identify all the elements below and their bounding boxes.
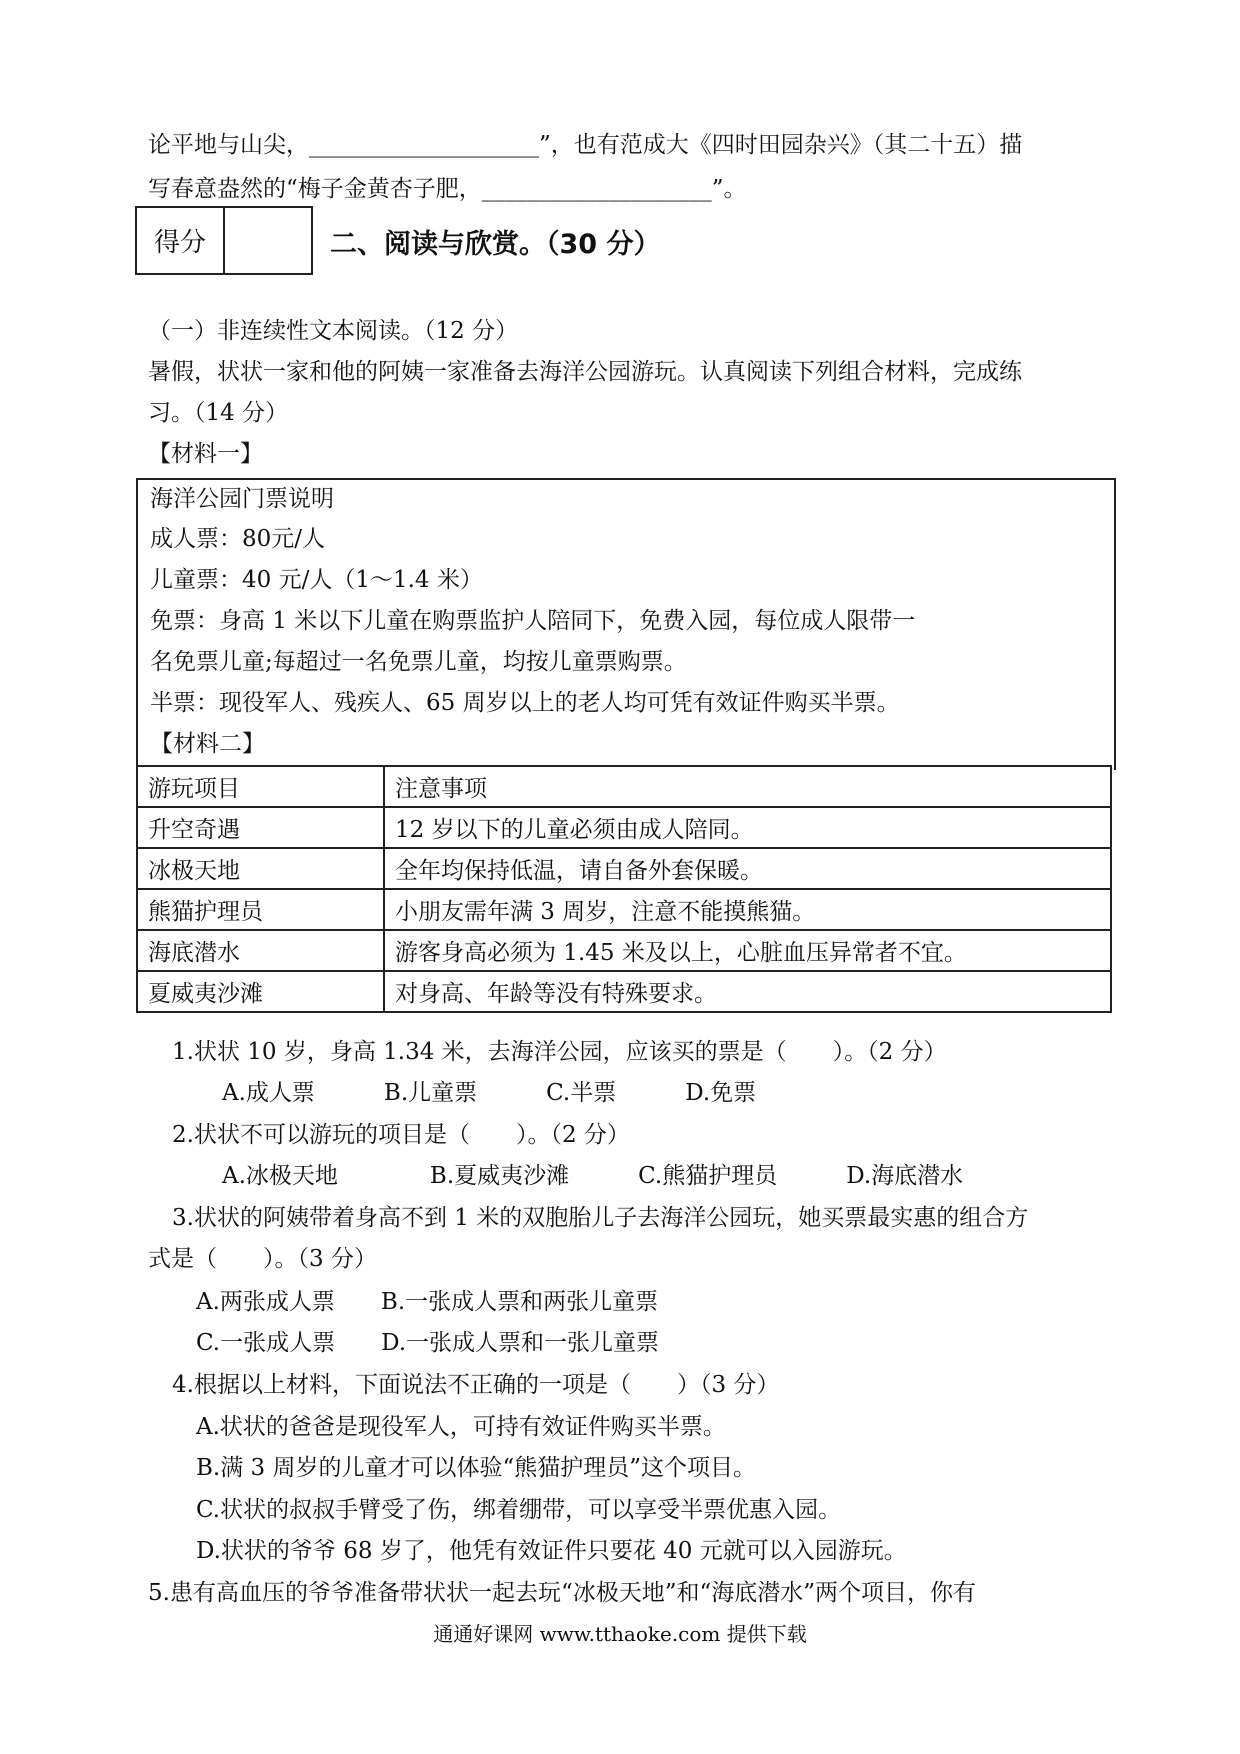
material1-box <box>136 478 1116 770</box>
question-5: 5.患有高血压的爷爷准备带状状一起去玩“冰极天地”和“海底潜水”两个项目，你有 <box>148 1580 976 1606</box>
text-line: 论平地与山尖，____________________”，也有范成大《四时田园杂兴》（其二十五）描 <box>148 132 1023 158</box>
material1-line: 半票：现役军人、残疾人、65 周岁以上的老人均可凭有效证件购买半票。 <box>150 690 900 716</box>
text-line: 写春意盎然的“梅子金黄杏子肥，____________________”。 <box>148 176 747 202</box>
attractions-table <box>136 765 1112 1013</box>
text-line: 习。（14 分） <box>148 400 289 426</box>
question-3-option: A.两张成人票 B.一张成人票和两张儿童票 <box>196 1289 659 1315</box>
question-4-option: D.状状的爷爷 68 岁了，他凭有效证件只要花 40 元就可以入园游玩。 <box>196 1538 907 1564</box>
table-cell: 12 岁以下的儿童必须由成人陪同。 <box>384 807 1111 848</box>
table-cell: 夏威夷沙滩 <box>137 971 384 1012</box>
table-row <box>137 930 1111 971</box>
table-header-cell: 注意事项 <box>384 766 1111 807</box>
material1-title: 海洋公园门票说明 <box>150 486 334 512</box>
footer: 通通好课网 www.tthaoke.com 提供下载 <box>433 1622 807 1646</box>
question-1: 1.状状 10 岁，身高 1.34 米，去海洋公园，应该买的票是（ ）。（2 分） <box>172 1039 947 1065</box>
material1-line: 成人票：80元/人 <box>150 526 326 552</box>
question-1-options: A.成人票 B.儿童票 C.半票 D.免票 <box>222 1080 757 1106</box>
question-4: 4.根据以上材料，下面说法不正确的一项是（ ）（3 分） <box>172 1372 780 1398</box>
table-row <box>137 807 1111 848</box>
material1-line: 名免票儿童;每超过一名免票儿童，均按儿童票购票。 <box>150 649 687 675</box>
table-row <box>137 971 1111 1012</box>
table-header-cell: 游玩项目 <box>137 766 384 807</box>
text-line: 暑假，状状一家和他的阿姨一家准备去海洋公园游玩。认真阅读下列组合材料，完成练 <box>148 359 1022 385</box>
material-label: 【材料二】 <box>150 731 265 757</box>
table-cell: 游客身高必须为 1.45 米及以上，心脏血压异常者不宜。 <box>384 930 1111 971</box>
question-4-option: B.满 3 周岁的儿童才可以体验“熊猫护理员”这个项目。 <box>196 1455 756 1481</box>
table-cell: 熊猫护理员 <box>137 889 384 930</box>
question-3: 3.状状的阿姨带着身高不到 1 米的双胞胎儿子去海洋公园玩，她买票最实惠的组合方 <box>172 1205 1029 1231</box>
score-value <box>225 208 311 273</box>
score-box <box>135 206 313 275</box>
table-cell: 升空奇遇 <box>137 807 384 848</box>
score-label: 得分 <box>137 208 225 273</box>
table-cell: 全年均保持低温，请自备外套保暖。 <box>384 848 1111 889</box>
material-label: 【材料一】 <box>148 441 263 467</box>
table-row <box>137 889 1111 930</box>
question-2-options: A.冰极天地 B.夏威夷沙滩 C.熊猫护理员 D.海底潜水 <box>222 1163 964 1189</box>
question-4-option: A.状状的爸爸是现役军人，可持有效证件购买半票。 <box>196 1414 726 1440</box>
table-header-row <box>137 766 1111 807</box>
table-cell: 对身高、年龄等没有特殊要求。 <box>384 971 1111 1012</box>
question-2: 2.状状不可以游玩的项目是（ ）。（2 分） <box>172 1122 630 1148</box>
question-4-option: C.状状的叔叔手臂受了伤，绑着绷带，可以享受半票优惠入园。 <box>196 1497 842 1523</box>
table-cell: 小朋友需年满 3 周岁，注意不能摸熊猫。 <box>384 889 1111 930</box>
table-cell: 海底潜水 <box>137 930 384 971</box>
material1-line: 免票：身高 1 米以下儿童在购票监护人陪同下，免费入园，每位成人限带一 <box>150 608 916 634</box>
material1-line: 儿童票：40 元/人（1～1.4 米） <box>150 567 483 593</box>
question-3-cont: 式是（ ）。（3 分） <box>148 1246 377 1272</box>
question-3-option: C.一张成人票 D.一张成人票和一张儿童票 <box>196 1330 660 1356</box>
table-row <box>137 848 1111 889</box>
section-title: 二、阅读与欣赏。（30 分） <box>330 229 661 260</box>
table-cell: 冰极天地 <box>137 848 384 889</box>
subsection-title: （一）非连续性文本阅读。（12 分） <box>148 318 519 344</box>
